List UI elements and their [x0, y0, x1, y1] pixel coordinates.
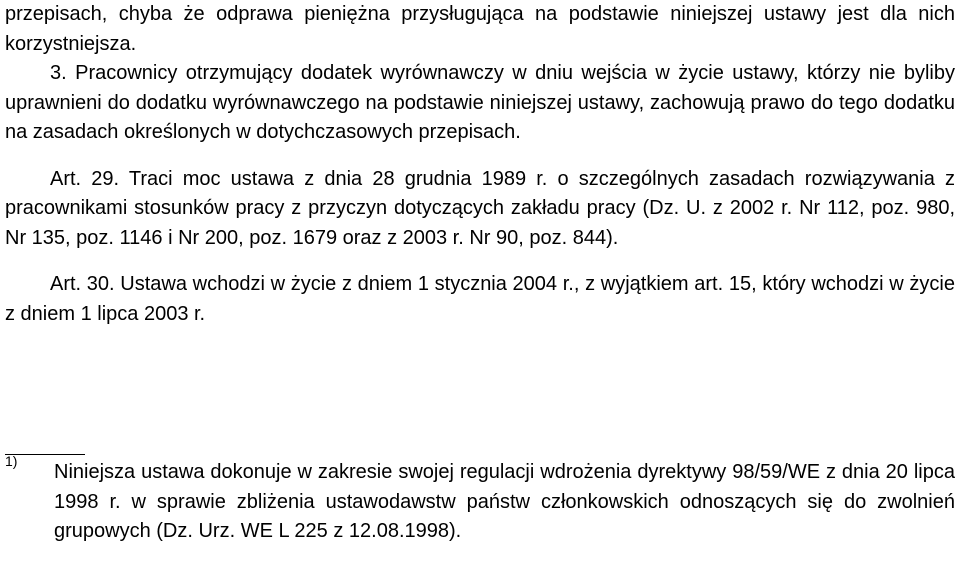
footnote-marker: 1)	[5, 453, 18, 469]
paragraph-point-3: 3. Pracownicy otrzymujący dodatek wyrównawczy w dniu wejścia w życie ustawy, którzy nie byliby uprawnieni do dodatku wyrównawczego na podstawie niniejszej ustawy, zachowują prawo do tego dodatku na zasadach określonych w dotychczasowych przepisach.	[5, 62, 955, 143]
spacer	[5, 148, 955, 165]
footnote-text: Niniejsza ustawa dokonuje w zakresie swojej regulacji wdrożenia dyrektywy 98/59/WE z dnia 20 lipca 1998 r. w sprawie zbliżenia ustawodawstw państw członkowskich odnoszących się do zwolnień grupowych (Dz. Urz. WE L 225 z 12.08.1998).	[54, 461, 955, 542]
footnote	[5, 453, 955, 547]
paragraph-article-29: Art. 29. Traci moc ustawa z dnia 28 grudnia 1989 r. o szczególnych zasadach rozwiązywania z pracownikami stosunków pracy z przyczyn dotyczących zakładu pracy (Dz. U. z 2002 r. Nr 112, poz. 980, Nr 135, poz. 1146 i Nr 200, poz. 1679 oraz z 2003 r. Nr 90, poz. 844).	[5, 167, 955, 249]
spacer	[5, 253, 955, 270]
document-body	[5, 0, 955, 329]
paragraph-continuation: przepisach, chyba że odprawa pieniężna przysługująca na podstawie niniejszej ustawy jest dla nich korzystniejsza.	[5, 3, 955, 55]
paragraph-article-30: Art. 30. Ustawa wchodzi w życie z dniem 1 stycznia 2004 r., z wyjątkiem art. 15, który wchodzi w życie z dniem 1 lipca 2003 r.	[5, 273, 955, 325]
